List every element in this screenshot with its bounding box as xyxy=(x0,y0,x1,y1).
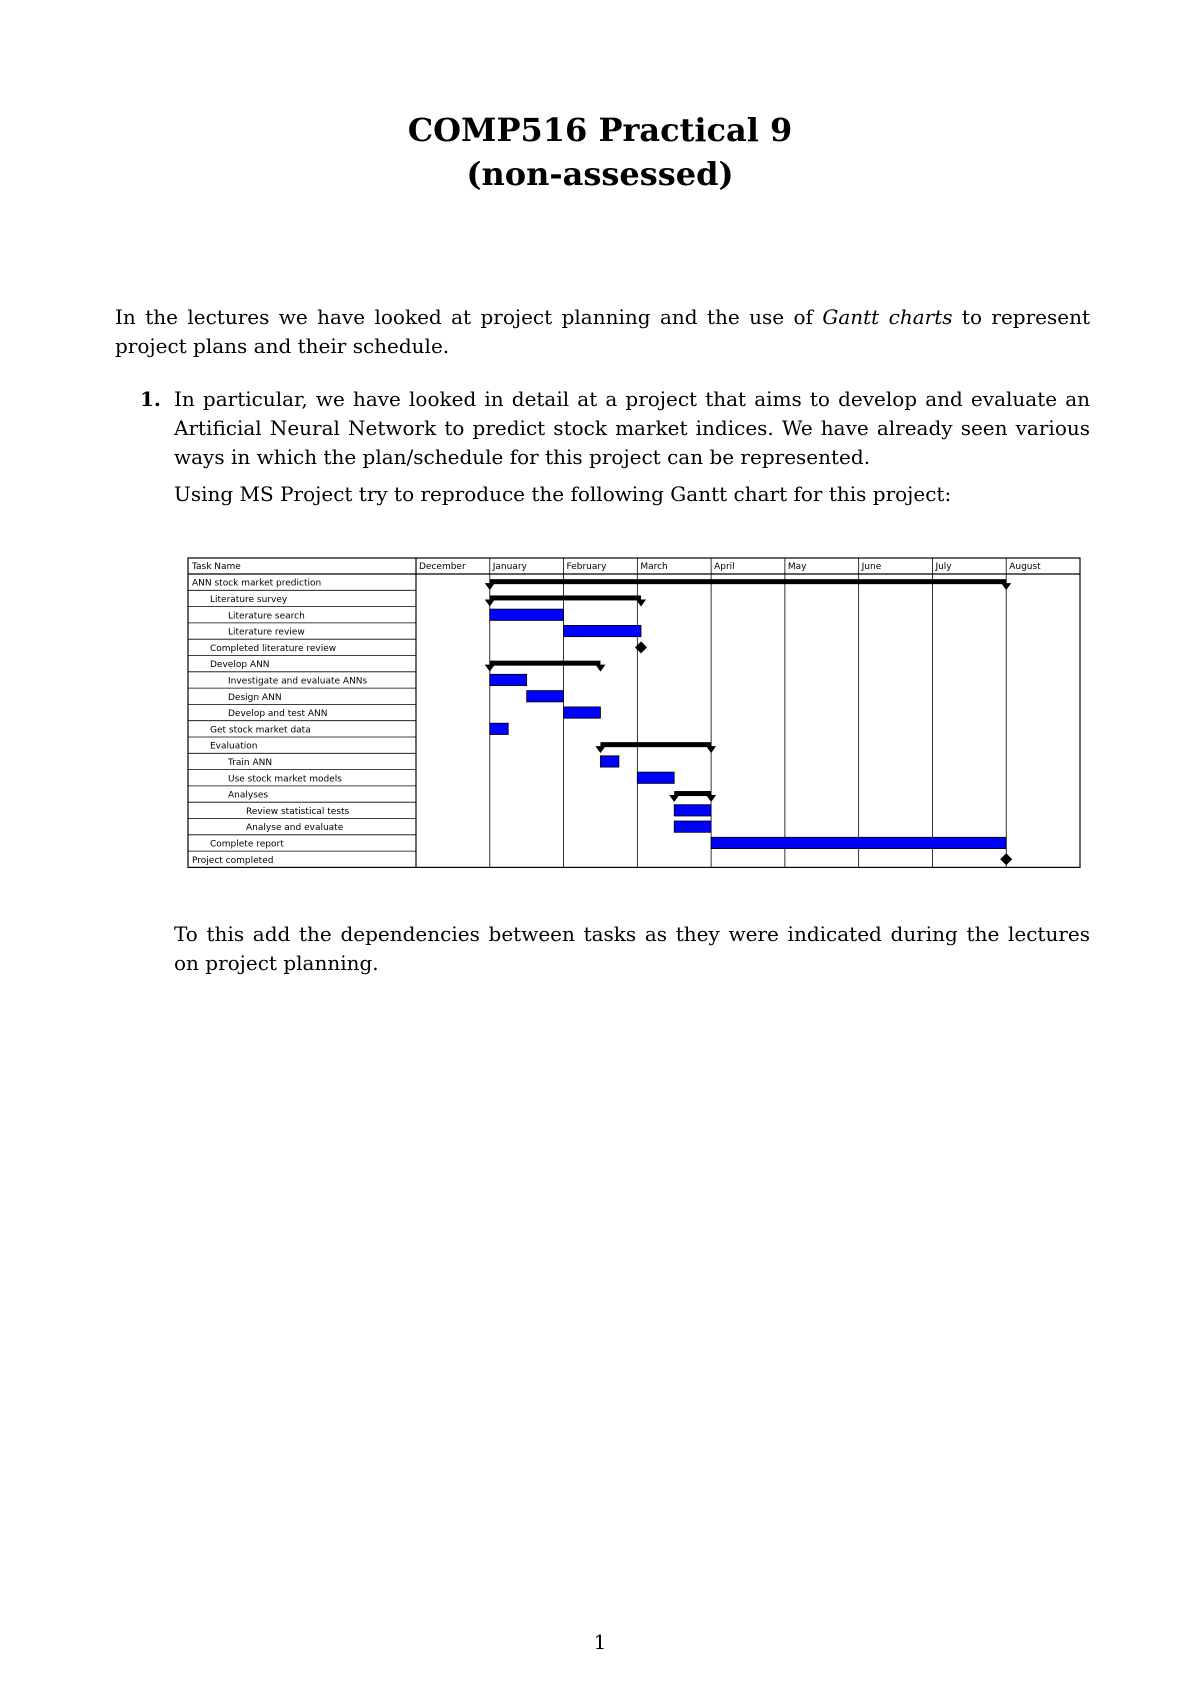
gantt-task-bar xyxy=(674,821,711,832)
gantt-task-bar xyxy=(637,772,674,783)
gantt-task-label: Use stock market models xyxy=(228,774,342,785)
gantt-summary-start-cap xyxy=(669,795,679,802)
gantt-month-label: August xyxy=(1009,562,1041,572)
gantt-task-bar xyxy=(600,756,618,767)
gantt-summary-bar xyxy=(490,595,641,600)
gantt-summary-start-cap xyxy=(485,583,495,590)
gantt-task-label: ANN stock market prediction xyxy=(192,578,322,589)
gantt-task-bar xyxy=(490,723,508,734)
gantt-task-label: Literature review xyxy=(228,627,305,638)
list-item-text: In particular, we have looked in detail at a project that aims to develop and evaluate an Artificial Neural Network to predict stock market indices. We have already seen various ways in which the plan/schedule for this project can be represented. xyxy=(174,387,1090,469)
gantt-summary-start-cap xyxy=(595,746,605,753)
gantt-summary-bar xyxy=(490,579,1006,584)
gantt-task-label: Literature survey xyxy=(210,594,288,605)
gantt-month-label: February xyxy=(566,562,607,572)
gantt-month-label: July xyxy=(935,562,952,572)
document-title: COMP516 Practical 9 xyxy=(407,111,793,149)
document-subtitle: (non-assessed) xyxy=(466,155,734,193)
gantt-task-bar xyxy=(527,691,564,702)
gantt-month-label: January xyxy=(492,562,527,572)
intro-text-start: In the lectures we have looked at project planning and the use of xyxy=(115,305,823,329)
gantt-milestone-diamond xyxy=(1000,853,1012,865)
page-number: 1 xyxy=(593,1630,607,1654)
gantt-summary-start-cap xyxy=(485,665,495,672)
dependencies-paragraph: To this add the dependencies between tasks as they were indicated during the lectures on project planning. xyxy=(174,922,1090,975)
gantt-task-label: Develop ANN xyxy=(210,660,270,671)
gantt-task-label: Complete report xyxy=(210,839,284,850)
gantt-summary-end-cap xyxy=(595,665,605,672)
gantt-task-label: Analyse and evaluate xyxy=(246,823,344,834)
gantt-task-label: Develop and test ANN xyxy=(228,709,328,720)
gantt-task-bar xyxy=(711,837,1006,848)
intro-text-end: to represent project plans and their schedule. xyxy=(115,305,1091,358)
gantt-month-label: December xyxy=(419,562,466,572)
gantt-task-bar xyxy=(564,625,641,636)
gantt-month-label: April xyxy=(714,562,735,572)
gantt-milestone-diamond xyxy=(635,641,647,653)
gantt-task-label: Review statistical tests xyxy=(246,806,350,817)
gantt-task-bar xyxy=(490,609,564,620)
gantt-month-label: May xyxy=(787,562,807,572)
gantt-task-label: Investigate and evaluate ANNs xyxy=(228,676,368,687)
instruction-text: Using MS Project try to reproduce the following Gantt chart for this project: xyxy=(174,482,952,506)
gantt-task-bar xyxy=(490,674,527,685)
gantt-summary-end-cap xyxy=(706,795,716,802)
intro-emphasis: Gantt charts xyxy=(822,305,953,329)
gantt-task-label: Train ANN xyxy=(228,757,273,768)
gantt-task-bar xyxy=(674,805,711,816)
gantt-task-label: Design ANN xyxy=(228,692,282,703)
gantt-summary-end-cap xyxy=(1001,583,1011,590)
gantt-task-label: Evaluation xyxy=(210,741,258,752)
gantt-summary-bar xyxy=(490,661,601,666)
gantt-summary-start-cap xyxy=(485,599,495,606)
gantt-task-label: Completed literature review xyxy=(210,643,337,654)
gantt-summary-bar xyxy=(600,742,711,747)
gantt-task-bar xyxy=(564,707,601,718)
gantt-task-label: Literature search xyxy=(228,611,305,622)
gantt-task-label: Get stock market data xyxy=(210,725,311,736)
gantt-summary-end-cap xyxy=(706,746,716,753)
gantt-column-header: Task Name xyxy=(192,562,241,572)
gantt-month-label: June xyxy=(861,562,882,572)
gantt-task-label: Project completed xyxy=(192,855,274,866)
gantt-month-label: March xyxy=(640,562,668,572)
gantt-task-label: Analyses xyxy=(228,790,269,801)
list-item-number: 1. xyxy=(140,387,161,411)
gantt-summary-bar xyxy=(674,791,711,796)
